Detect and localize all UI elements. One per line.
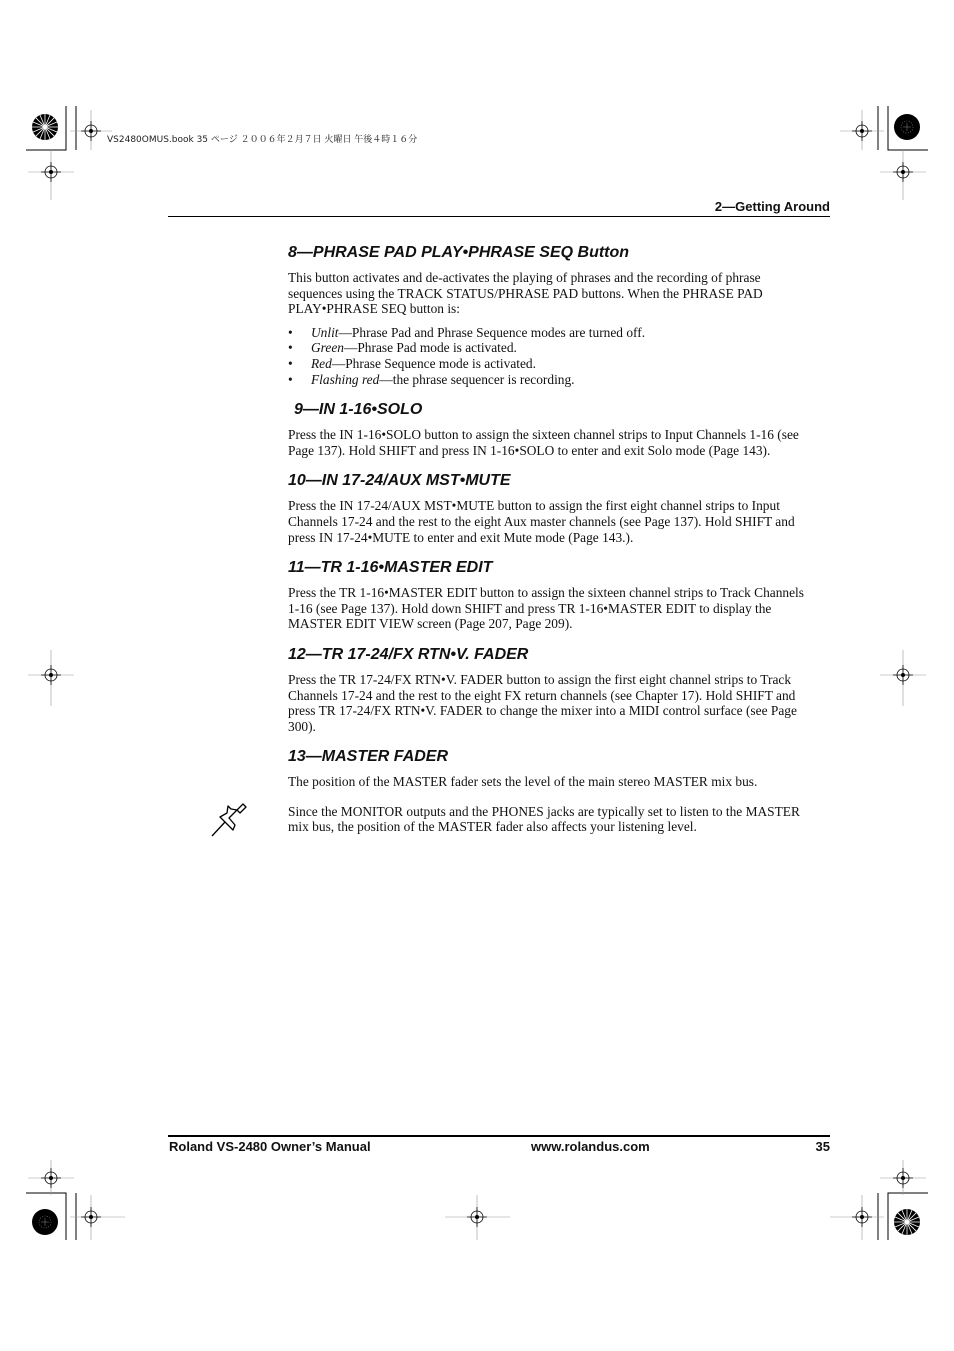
footer-manual-title: Roland VS-2480 Owner’s Manual — [169, 1139, 371, 1154]
page-content — [288, 244, 808, 849]
footer-url: www.rolandus.com — [531, 1139, 650, 1154]
footer-rule — [168, 1135, 830, 1137]
section-heading: 9—IN 1-16•SOLO — [294, 401, 423, 419]
section-paragraph: Press the IN 17-24/AUX MST•MUTE button to assign the first eight channel strips to Input Channels 17-24 and the rest to the eight Aux master channels (see Page 137). Hold SHIFT and press IN 17-24•MUTE to enter and exit Mute mode (Page 143.). — [288, 498, 795, 545]
list-item — [288, 356, 808, 372]
running-head: 2—Getting Around — [714, 199, 830, 214]
section-paragraph: Press the TR 1-16•MASTER EDIT button to assign the sixteen channel strips to Track Channels 1-16 (see Page 137). Hold down SHIFT and press TR 1-16•MASTER EDIT to display the MASTER EDIT VIEW screen (Page 207, Page 209). — [288, 585, 804, 632]
note-text: Since the MONITOR outputs and the PHONES jacks are typically set to listen to the MASTER mix bus, the position of the MASTER fader also affects your listening level. — [288, 803, 800, 835]
list-item — [288, 372, 808, 388]
list-term: Unlit — [311, 324, 339, 340]
section-heading: 8—PHRASE PAD PLAY•PHRASE SEQ Button — [288, 244, 630, 261]
list-text: —Phrase Sequence mode is activated. — [331, 355, 536, 371]
section-13 — [288, 748, 808, 835]
page-number: 35 — [815, 1139, 830, 1154]
section-paragraph: Press the TR 17-24/FX RTN•V. FADER button to assign the first eight channel strips to Track Channels 17-24 and the rest to the eight FX return channels (see Chapter 17). Hold SHIFT and press TR 17-24/FX RTN•V. FADER to change the mixer into a MIDI control surface (see Page 300). — [288, 671, 797, 734]
print-info: VS2480OMUS.book 35 ページ ２００６年２月７日 火曜日 午後４時１６分 — [107, 135, 418, 145]
note — [288, 804, 808, 835]
section-heading: 12—TR 17-24/FX RTN•V. FADER — [288, 645, 529, 663]
list-text: —the phrase sequencer is recording. — [379, 371, 575, 387]
section-paragraph: Press the IN 1-16•SOLO button to assign the sixteen channel strips to Input Channels 1-16 (see Page 137). Hold SHIFT and press IN 1-16•SOLO to enter and exit Solo mode (Page 143). — [288, 427, 799, 458]
header-rule — [168, 216, 830, 217]
section-paragraph: This button activates and de-activates the playing of phrases and the recording of phrase sequences using the TRACK STATUS/PHRASE PAD buttons. When the PHRASE PAD PLAY•PHRASE SEQ button is: — [288, 270, 763, 317]
section-heading: 11—TR 1-16•MASTER EDIT — [288, 559, 493, 577]
section-heading: 13—MASTER FADER — [288, 748, 449, 766]
list-item — [288, 325, 808, 341]
list-item — [288, 340, 808, 356]
section-paragraph: The position of the MASTER fader sets the level of the main stereo MASTER mix bus. — [288, 774, 758, 790]
section-12 — [288, 646, 808, 734]
section-10 — [288, 472, 808, 545]
list-text: —Phrase Pad mode is activated. — [343, 340, 517, 356]
section-11 — [288, 559, 808, 632]
section-8 — [288, 244, 808, 387]
pushpin-note-icon — [210, 800, 250, 840]
list-term: Green — [311, 340, 344, 356]
section-9 — [288, 401, 808, 458]
list-term: Flashing red — [311, 371, 380, 387]
status-list — [288, 325, 808, 387]
list-text: —Phrase Pad and Phrase Sequence modes are turned off. — [338, 324, 646, 340]
list-term: Red — [311, 355, 332, 371]
section-heading: 10—IN 17-24/AUX MST•MUTE — [288, 472, 511, 490]
